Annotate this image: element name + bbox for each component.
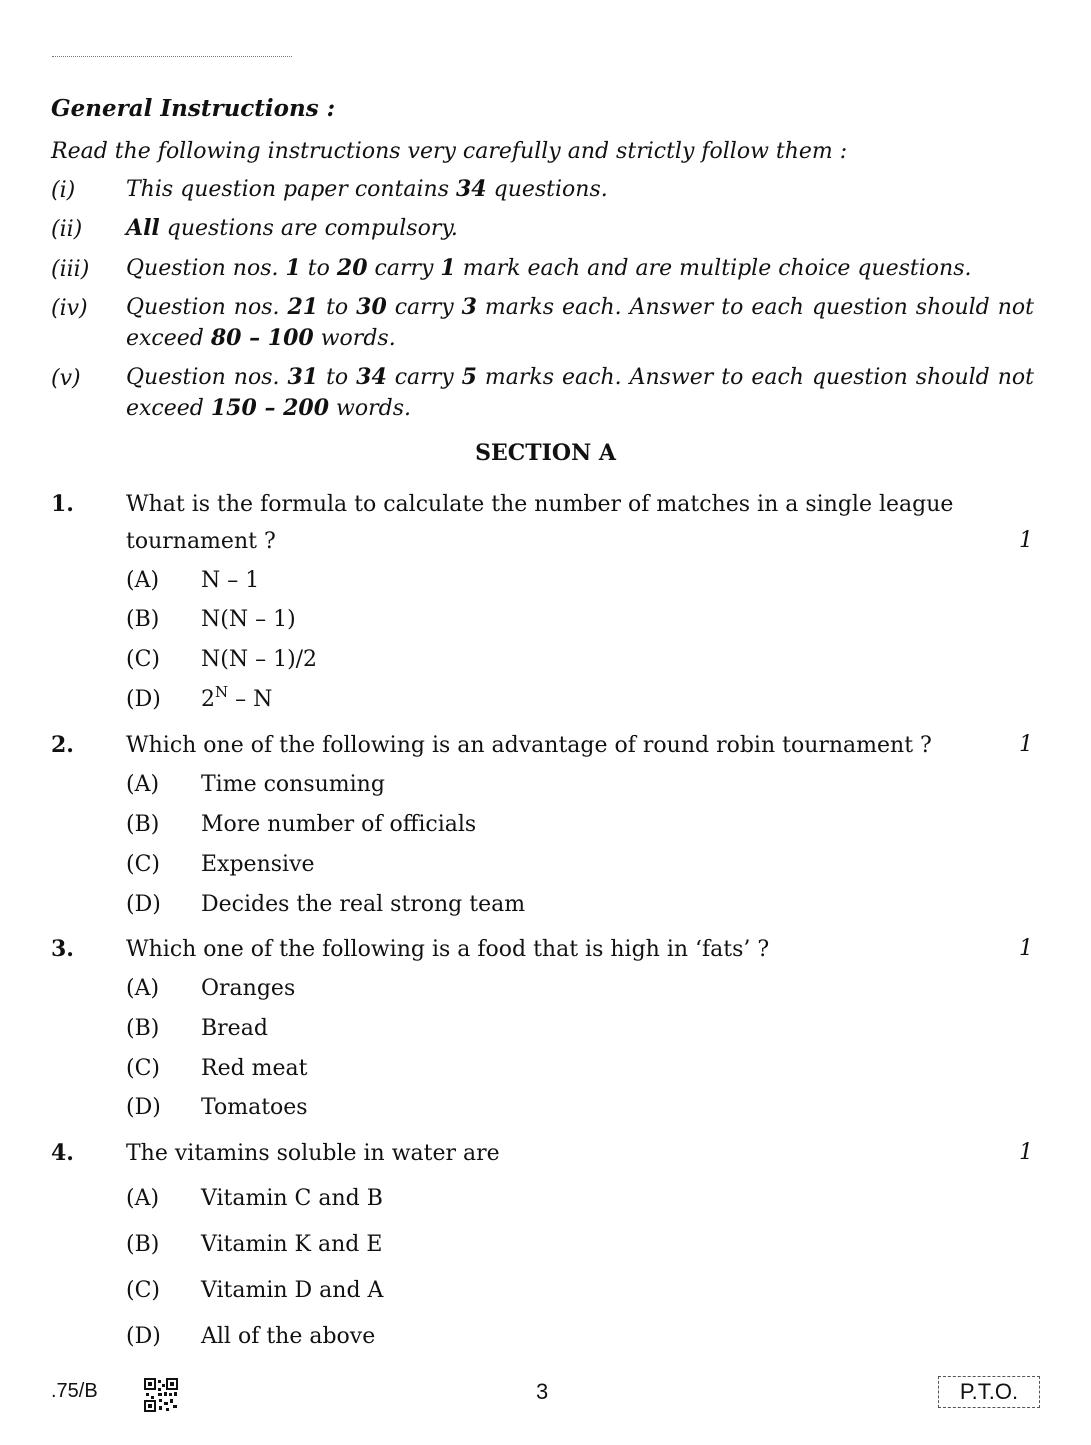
option-text: Oranges — [201, 976, 296, 1001]
option-letter: (A) — [126, 1186, 160, 1211]
formula-base: 2 — [201, 687, 215, 712]
emphasis-text: 150 – 200 — [210, 395, 330, 421]
text-run: to — [318, 295, 357, 320]
option-letter: (A) — [126, 772, 160, 797]
option-text: Vitamin C and B — [201, 1186, 383, 1211]
formula-rest: – N — [228, 687, 273, 712]
text-run: marks each. Answer to each question should not exceed — [126, 365, 1034, 421]
formula-exponent: N — [215, 683, 229, 701]
page-number: 3 — [536, 1379, 549, 1404]
question-marks: 1 — [1019, 1140, 1033, 1165]
option-text: N – 1 — [201, 568, 260, 593]
instruction-number: (iv) — [51, 296, 88, 321]
instruction-text — [126, 292, 1034, 354]
instruction-text — [126, 362, 1034, 424]
header-rule — [52, 56, 292, 59]
question-number: 3. — [51, 936, 74, 962]
pto-box: P.T.O. — [938, 1376, 1040, 1408]
question-number: 1. — [51, 491, 74, 517]
instructions-title: General Instructions : — [51, 95, 336, 122]
option-letter: (C) — [126, 1056, 160, 1081]
option-text: N(N – 1) — [201, 607, 296, 632]
text-run: questions are compulsory. — [159, 216, 458, 241]
section-title: SECTION A — [475, 440, 616, 466]
option-text: Time consuming — [201, 772, 385, 797]
instruction-number: (v) — [51, 366, 81, 391]
text-run: mark each and are multiple choice questions. — [455, 256, 972, 281]
option-letter: (A) — [126, 568, 160, 593]
question-marks: 1 — [1019, 528, 1033, 553]
option-text: Decides the real strong team — [201, 892, 526, 917]
question-number: 2. — [51, 732, 74, 758]
text-run: to — [300, 256, 337, 281]
text-run: questions. — [486, 177, 608, 202]
option-letter: (B) — [126, 607, 160, 632]
text-run: carry — [367, 256, 441, 281]
question-text: Which one of the following is an advantage of round robin tournament ? — [126, 733, 932, 758]
text-run: to — [318, 365, 357, 390]
instruction-number: (iii) — [51, 257, 90, 282]
emphasis-text: 31 — [287, 364, 319, 390]
question-text: What is the formula to calculate the number of matches in a single league tournament ? — [126, 492, 954, 554]
text-run: Question nos. — [126, 256, 286, 281]
instructions-intro: Read the following instructions very carefully and strictly follow them : — [51, 139, 848, 164]
paper-code: .75/B — [51, 1380, 98, 1402]
option-letter: (A) — [126, 976, 160, 1001]
question-marks: 1 — [1019, 936, 1033, 961]
option-letter: (C) — [126, 852, 160, 877]
question-marks: 1 — [1019, 732, 1033, 757]
emphasis-text: 21 — [287, 294, 319, 320]
emphasis-text: All — [126, 215, 160, 241]
text-run: carry — [386, 295, 462, 320]
option-text: Vitamin K and E — [201, 1232, 383, 1257]
emphasis-text: 34 — [356, 364, 387, 390]
option-text: Red meat — [201, 1056, 308, 1081]
emphasis-text: 20 — [336, 255, 368, 281]
instruction-text — [126, 174, 1034, 205]
instruction-number: (ii) — [51, 217, 83, 242]
emphasis-text: 30 — [356, 294, 387, 320]
emphasis-text: 1 — [285, 255, 301, 281]
option-letter: (D) — [126, 892, 161, 917]
option-letter: (B) — [126, 812, 160, 837]
option-text: More number of officials — [201, 812, 477, 837]
text-run: Question nos. — [126, 365, 288, 390]
text-run: Question nos. — [126, 295, 288, 320]
option-letter: (B) — [126, 1016, 160, 1041]
question-text: The vitamins soluble in water are — [126, 1141, 500, 1166]
text-run: carry — [386, 365, 462, 390]
qr-code-icon — [144, 1378, 178, 1412]
option-text: Bread — [201, 1016, 268, 1041]
option-text: Vitamin D and A — [201, 1278, 384, 1303]
option-letter: (D) — [126, 1095, 161, 1120]
question-text: Which one of the following is a food that is high in ‘fats’ ? — [126, 937, 770, 962]
text-run: words. — [313, 326, 396, 351]
option-text — [201, 683, 273, 712]
emphasis-text: 34 — [456, 176, 487, 202]
option-letter: (D) — [126, 687, 161, 712]
option-text: Tomatoes — [201, 1095, 308, 1120]
option-letter: (C) — [126, 1278, 160, 1303]
emphasis-text: 80 – 100 — [210, 325, 314, 351]
text-run: words. — [329, 396, 411, 421]
instruction-text — [126, 253, 1034, 284]
question-number: 4. — [51, 1140, 74, 1166]
instruction-number: (i) — [51, 178, 76, 203]
emphasis-text: 1 — [440, 255, 456, 281]
text-run: This question paper contains — [126, 177, 456, 202]
option-letter: (D) — [126, 1324, 161, 1349]
option-letter: (B) — [126, 1232, 160, 1257]
instruction-text — [126, 213, 1034, 244]
option-text: All of the above — [201, 1324, 376, 1349]
emphasis-text: 5 — [461, 364, 477, 390]
emphasis-text: 3 — [461, 294, 477, 320]
text-run: marks each. Answer to each question should not exceed — [126, 295, 1034, 351]
option-letter: (C) — [126, 647, 160, 672]
option-text: Expensive — [201, 852, 315, 877]
option-text: N(N – 1)/2 — [201, 647, 318, 672]
